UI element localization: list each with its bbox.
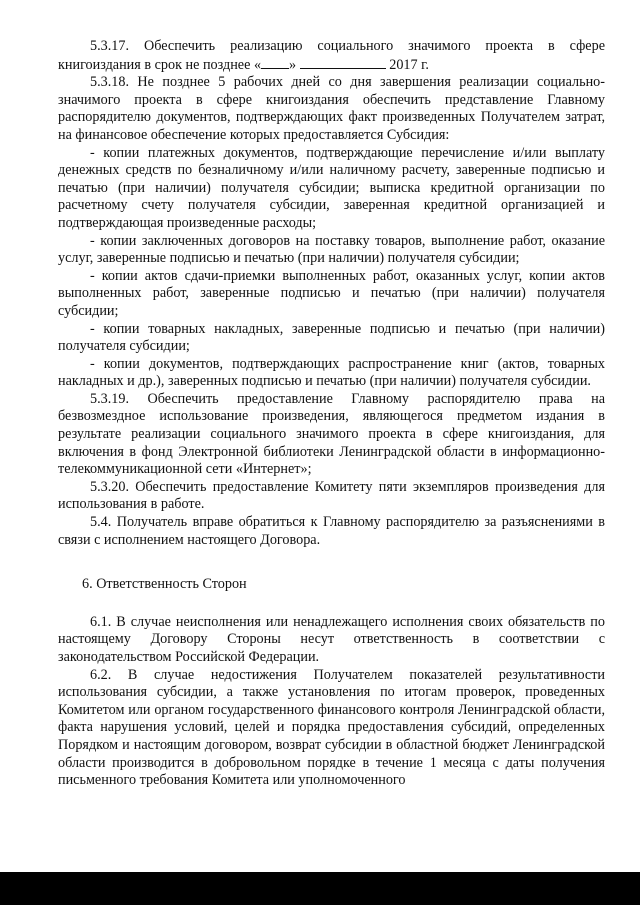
list-item: - копии платежных документов, подтверждающие перечисление и/или выплату денежных средств по безналичному и/или наличному расчету, заверенные подписью и печатью (при наличии) получателя субсидии; выписка кредитной организации по расчетному счету получателя субсидии, заверенная кредитной организацией и подтверждающая произведенные расходы; [58,144,605,231]
paragraph-5-4: 5.4. Получатель вправе обратиться к Главному распорядителю за разъяснениями в связи с исполнением настоящего Договора. [58,514,605,548]
document-body [58,38,605,790]
list-item: - копии заключенных договоров на поставку товаров, выполнение работ, оказание услуг, заверенные подписью и печатью (при наличии) получателя субсидии; [58,232,605,267]
section-6-title: 6. Ответственность Сторон [82,576,247,593]
paragraph-6-2: 6.2. В случае недостижения Получателем показателей результативности использования субсидии, а также установления по итогам проверок, проведенных Комитетом или органом государственного финансового контроля Ленинградской области, факта нарушения условий, целей и порядка предоставления субсидий, определенных Порядком и настоящим договором, возврат субсидии в областной бюджет Ленинградской области производится в добровольном порядке в течение 1 месяца с даты получения письменного требования Комитета или уполномоченного [58,666,605,789]
paragraph-5-3-19: 5.3.19. Обеспечить предоставление Главному распорядителю права на безвозмездное использование произведения, являющегося предметом издания в результате реализации социального значимого проекта в сфере книгоиздания, для включения в фонд Электронной библиотеки Ленинградской области в информационно-телекоммуникационной сети «Интернет»; [58,390,605,478]
paragraph-5-3-18: 5.3.18. Не позднее 5 рабочих дней со дня завершения реализации социально-значимого проекта в сфере книгоиздания обеспечить представление Главному распорядителю документов, подтверждающих факт произведенных Получателем затрат, на финансовое обеспечение которых предоставляется Субсидия: [58,74,605,143]
blank-day-line [261,56,289,69]
paragraph-6-1: 6.1. В случае неисполнения или ненадлежащего исполнения своих обязательств по настоящему Договору Стороны несут ответственность в соответствии с законодательством Российской Федерации. [58,613,605,665]
list-item: - копии актов сдачи-приемки выполненных работ, оказанных услуг, копии актов выполненных работ, заверенные подписью и печатью (при наличии) получателя субсидии; [58,267,605,319]
paragraph-5-3-17 [58,38,605,74]
paragraph-text: » [289,56,297,73]
blank-month-line [300,56,386,69]
list-item: - копии товарных накладных, заверенные подписью и печатью (при наличии) получателя субсидии; [58,320,605,355]
list-item: - копии документов, подтверждающих распространение книг (актов, товарных накладных и др.), заверенных подписью и печатью (при наличии) получателя субсидии. [58,355,605,390]
scan-bottom-edge [0,872,640,905]
paragraph-5-3-20: 5.3.20. Обеспечить предоставление Комитету пяти экземпляров произведения для использования в работе. [58,478,605,513]
paragraph-text: 2017 г. [389,56,429,73]
paragraph-text: 5.3.17. Обеспечить реализацию социального значимого проекта в сфере книгоиздания в срок не позднее « [58,38,605,73]
